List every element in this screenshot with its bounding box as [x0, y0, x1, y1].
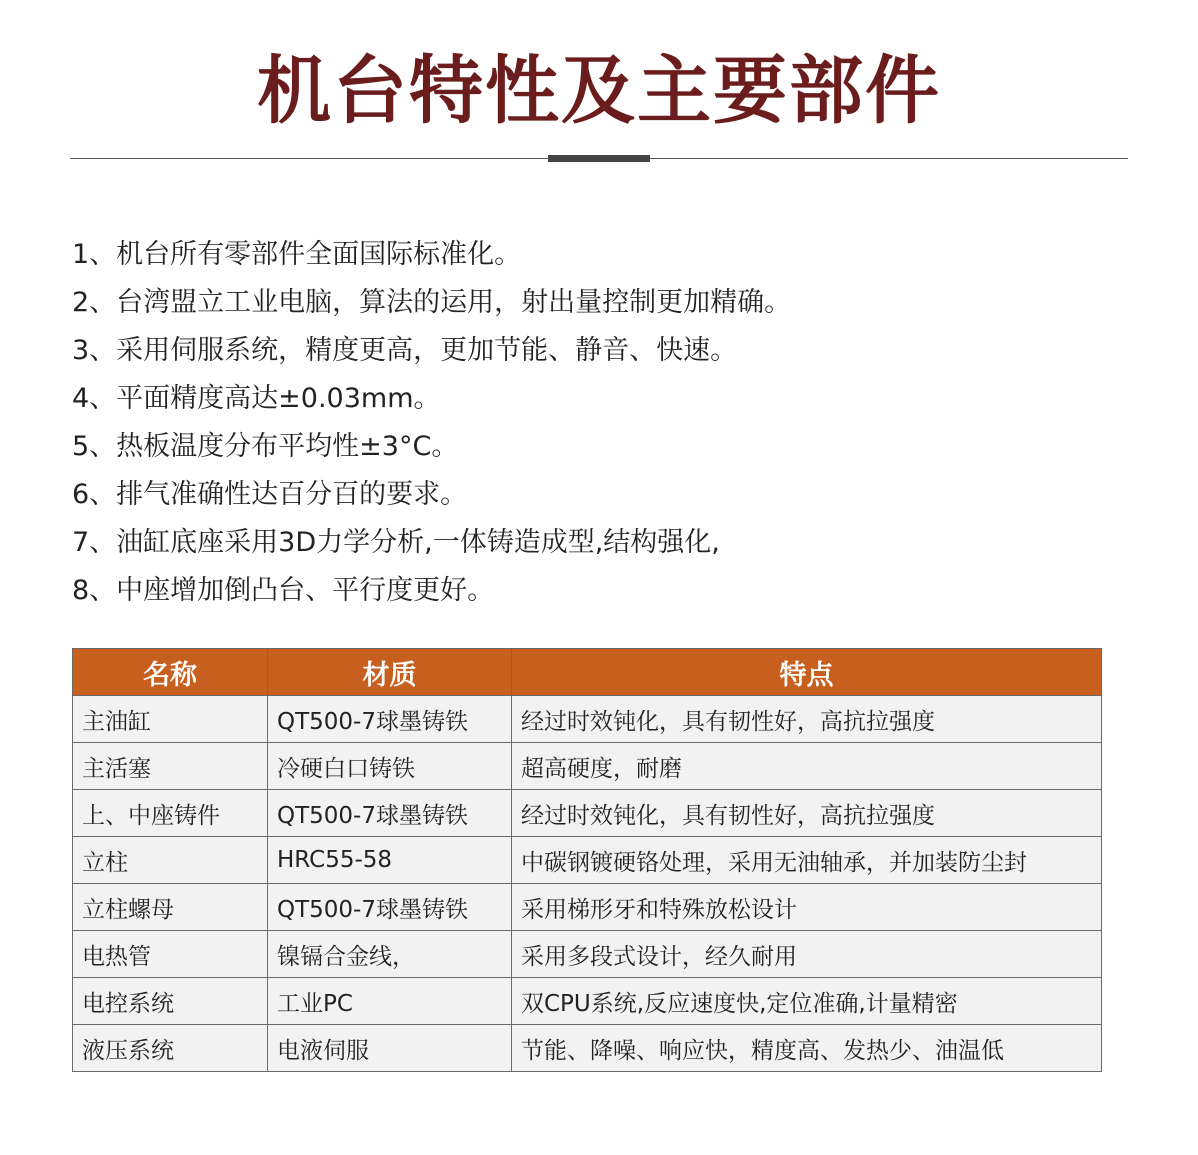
cell-features: 经过时效钝化，具有韧性好，高抗拉强度	[512, 696, 1102, 743]
cell-features: 超高硬度，耐磨	[512, 743, 1102, 790]
cell-features: 双CPU系统,反应速度快,定位准确,计量精密	[512, 978, 1102, 1025]
cell-features: 节能、降噪、响应快，精度高、发热少、油温低	[512, 1025, 1102, 1072]
table-row	[73, 931, 1102, 978]
feature-item: 5、热板温度分布平均性±3°C。	[72, 431, 459, 462]
cell-name: 主活塞	[73, 743, 268, 790]
table-row	[73, 696, 1102, 743]
feature-item: 3、采用伺服系统，精度更高，更加节能、静音、快速。	[72, 335, 738, 366]
header-material: 材质	[268, 649, 512, 696]
table-row	[73, 790, 1102, 837]
title-divider-accent	[548, 155, 650, 162]
cell-material: 镍镉合金线，	[268, 931, 512, 978]
cell-features: 采用梯形牙和特殊放松设计	[512, 884, 1102, 931]
cell-material: 冷硬白口铸铁	[268, 743, 512, 790]
feature-item: 6、排气准确性达百分百的要求。	[72, 479, 468, 510]
header-features: 特点	[512, 649, 1102, 696]
feature-item: 7、油缸底座采用3D力学分析,一体铸造成型,结构强化,	[72, 527, 720, 558]
cell-features: 采用多段式设计，经久耐用	[512, 931, 1102, 978]
table-row	[73, 884, 1102, 931]
cell-features: 经过时效钝化，具有韧性好，高抗拉强度	[512, 790, 1102, 837]
cell-name: 液压系统	[73, 1025, 268, 1072]
cell-name: 电热管	[73, 931, 268, 978]
cell-features: 中碳钢镀硬铬处理，采用无油轴承，并加装防尘封	[512, 837, 1102, 884]
cell-name: 立柱螺母	[73, 884, 268, 931]
cell-name: 电控系统	[73, 978, 268, 1025]
feature-item: 2、台湾盟立工业电脑，算法的运用，射出量控制更加精确。	[72, 287, 792, 318]
page-title: 机台特性及主要部件	[257, 48, 941, 134]
table-header-row	[73, 649, 1102, 696]
cell-material: 电液伺服	[268, 1025, 512, 1072]
cell-name: 立柱	[73, 837, 268, 884]
cell-name: 主油缸	[73, 696, 268, 743]
cell-name: 上、中座铸件	[73, 790, 268, 837]
feature-item: 4、平面精度高达±0.03mm。	[72, 383, 441, 414]
feature-item: 1、机台所有零部件全面国际标准化。	[72, 239, 522, 270]
table-row	[73, 837, 1102, 884]
feature-list	[72, 231, 1132, 615]
header-name: 名称	[73, 649, 268, 696]
cell-material: QT500-7球墨铸铁	[268, 884, 512, 931]
table-row	[73, 743, 1102, 790]
parts-table	[72, 648, 1102, 1072]
cell-material: HRC55-58	[268, 837, 512, 884]
feature-item: 8、中座增加倒凸台、平行度更好。	[72, 575, 495, 606]
table-row	[73, 978, 1102, 1025]
cell-material: QT500-7球墨铸铁	[268, 696, 512, 743]
cell-material: 工业PC	[268, 978, 512, 1025]
table-row	[73, 1025, 1102, 1072]
cell-material: QT500-7球墨铸铁	[268, 790, 512, 837]
